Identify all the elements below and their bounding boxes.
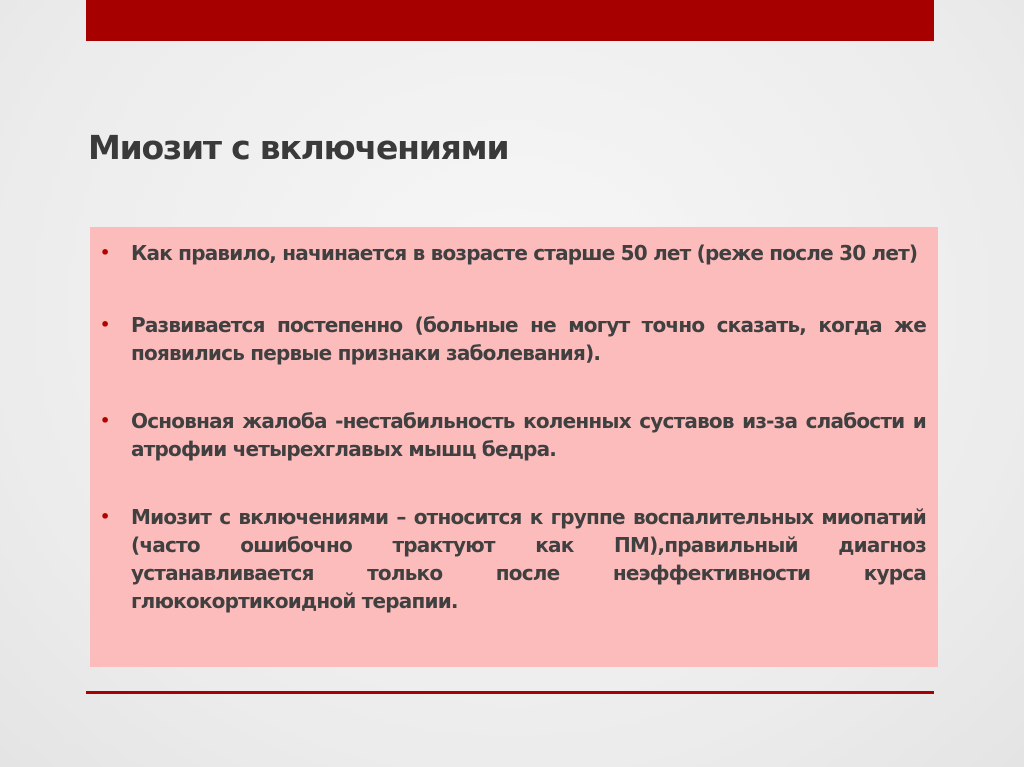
slide-title: Миозит с включениями — [88, 128, 509, 167]
bottom-divider — [86, 691, 934, 694]
top-accent-bar — [86, 0, 934, 41]
bullet-text: Как правило, начинается в возрасте старше 50 лет (реже после 30 лет) — [131, 241, 918, 265]
bullet-dot-icon: • — [100, 411, 110, 430]
bullet-item-classification — [90, 503, 926, 615]
bullet-text: Развивается постепенно (больные не могут точно сказать, когда же появились первые признаки заболевания). — [131, 313, 926, 365]
bullet-dot-icon: • — [100, 507, 110, 526]
bullet-text: Миозит с включениями – относится к группе воспалительных миопатий (часто ошибочно трактуют как ПМ),правильный диагноз устанавливается только после неэффективности курса глюкокортикоидной терапии. — [131, 505, 926, 613]
bullet-dot-icon: • — [100, 243, 110, 262]
bullet-item-age — [90, 239, 926, 267]
bullet-item-onset — [90, 311, 926, 367]
bullet-text: Основная жалоба -нестабильность коленных суставов из-за слабости и атрофии четырехглавых мышц бедра. — [131, 409, 926, 461]
bullet-dot-icon: • — [100, 315, 110, 334]
bullet-list — [90, 239, 926, 615]
bullet-item-complaint — [90, 407, 926, 463]
content-box — [90, 227, 938, 667]
